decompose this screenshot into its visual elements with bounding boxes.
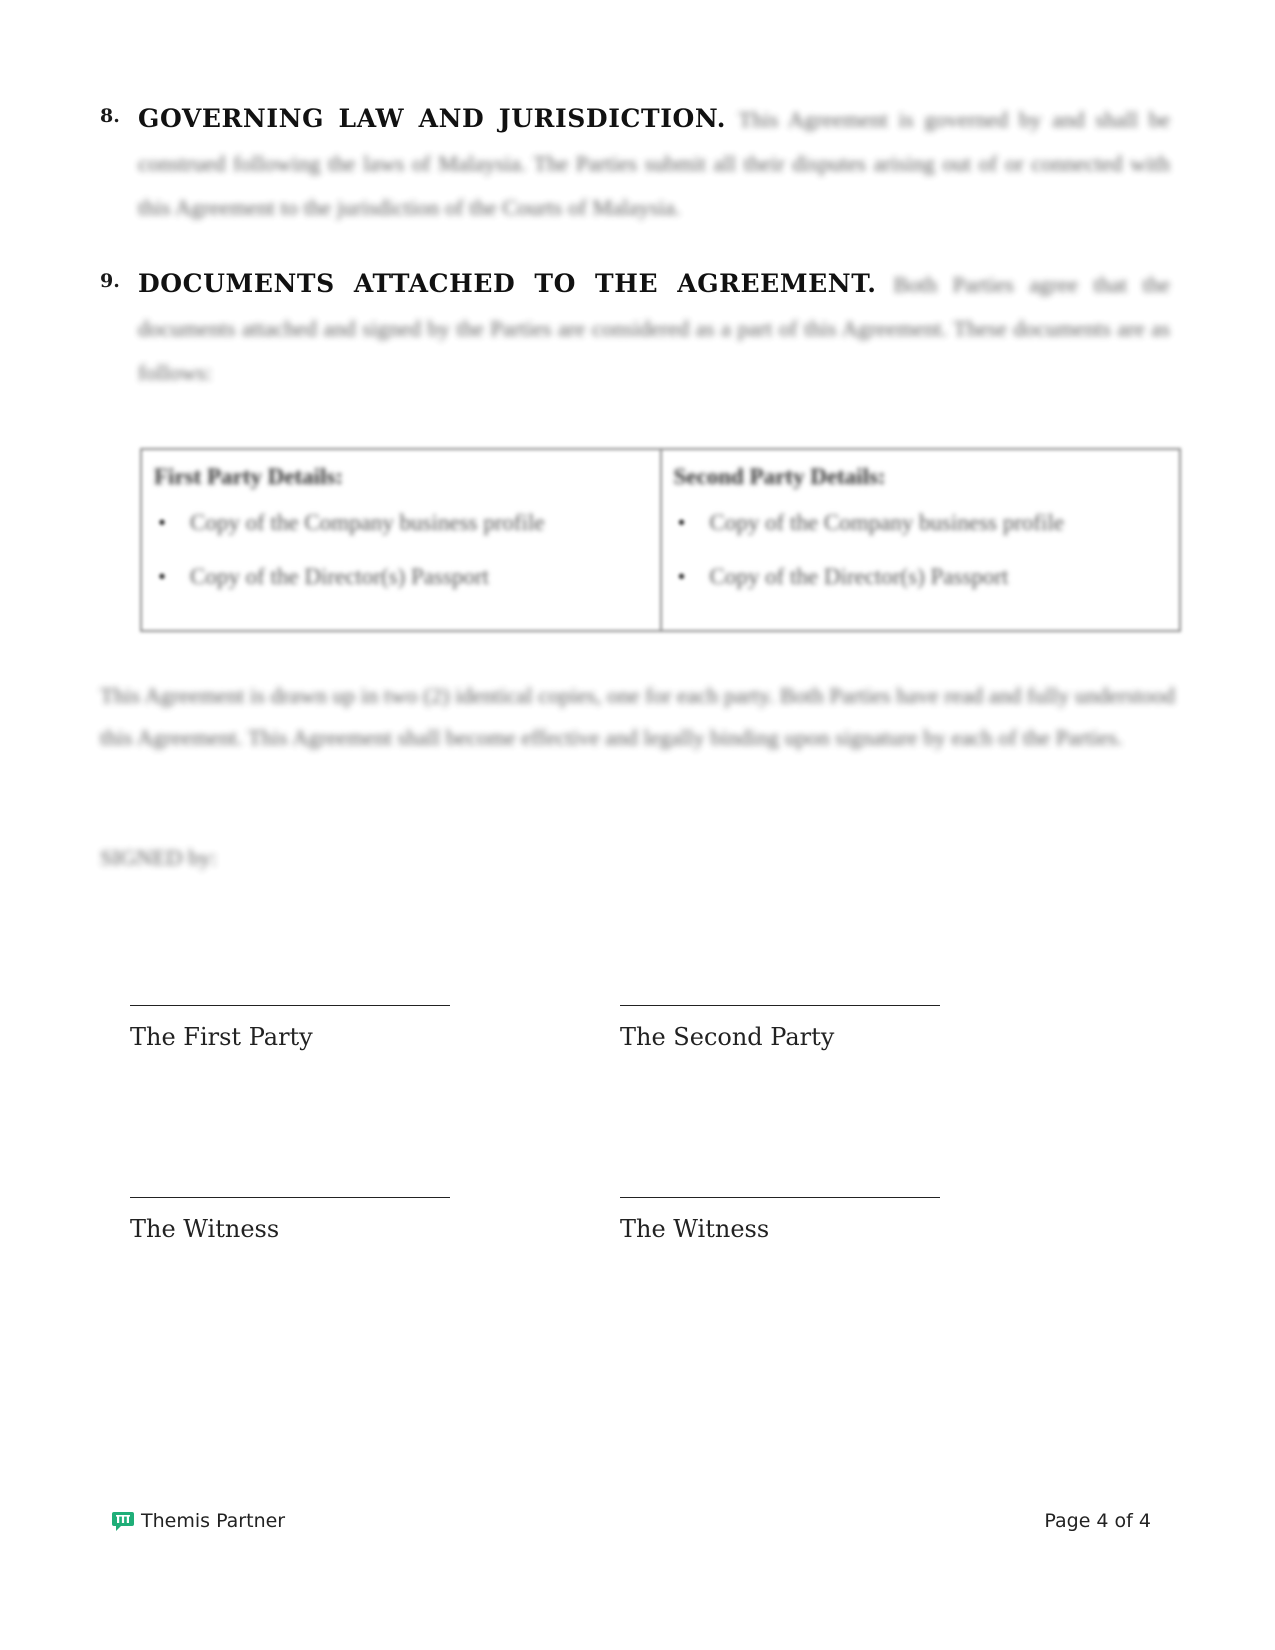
section-body [138,97,1170,230]
signature-second-party [620,1005,950,1051]
section-title: DOCUMENTS ATTACHED TO THE AGREEMENT. [138,269,877,298]
signature-witness-2 [620,1197,950,1243]
list-item [674,562,1168,616]
page-number: Page 4 of 4 [1044,1510,1151,1532]
document-list [154,508,648,616]
signature-label: The First Party [130,1023,313,1051]
section-text: Both Parties agree that the documents attached and signed by the Parties are considered as a part of this Agreement. These documents are as follows: [138,272,1170,385]
list-item-text: Copy of the Director(s) Passport [190,564,489,589]
list-item [154,508,648,562]
section-number: 9. [100,270,120,292]
closing-paragraph: This Agreement is drawn up in two (2) identical copies, one for each party. Both Parties have read and fully understood this Agreement. This Agreement shall become effective and legally binding upon signature by each of the Parties. [100,683,1175,750]
signature-label: The Witness [130,1215,280,1243]
section-body [138,262,1170,395]
section-number: 8. [100,105,120,127]
signature-label: The Second Party [620,1023,835,1051]
signature-label: The Witness [620,1215,770,1243]
list-item [674,508,1168,562]
bullet-icon: • [158,564,167,589]
bullet-icon: • [158,510,167,535]
signature-line [130,1197,450,1198]
signature-line [130,1005,450,1006]
section-text: This Agreement is governed by and shall be construed following the laws of Malaysia. The Parties submit all their disputes arising out of or connected with this Agreement to the jurisdiction of the Courts of Malaysia. [138,107,1170,220]
section-governing-law [100,97,1170,230]
brand-name: Themis Partner [141,1510,286,1532]
section-title: GOVERNING LAW AND JURISDICTION. [138,104,727,133]
list-item-text: Copy of the Company business profile [709,510,1065,535]
list-item-text: Copy of the Company business profile [190,510,545,535]
footer-brand [111,1510,285,1532]
list-item [154,562,648,616]
signature-line [620,1197,940,1198]
signature-line [620,1005,940,1006]
bullet-icon: • [677,510,686,535]
themis-logo-icon [111,1510,135,1532]
section-documents-attached [100,262,1170,395]
signed-by-label: SIGNED by: [100,845,217,870]
first-party-details [142,450,660,630]
document-list [674,508,1168,616]
second-party-details [660,450,1180,630]
table-column-title: First Party Details: [154,464,344,489]
documents-table [140,448,1181,632]
list-item-text: Copy of the Director(s) Passport [709,564,1009,589]
signature-witness-1 [130,1197,460,1243]
bullet-icon: • [677,564,686,589]
signature-first-party [130,1005,460,1051]
table-column-title: Second Party Details: [673,464,886,489]
